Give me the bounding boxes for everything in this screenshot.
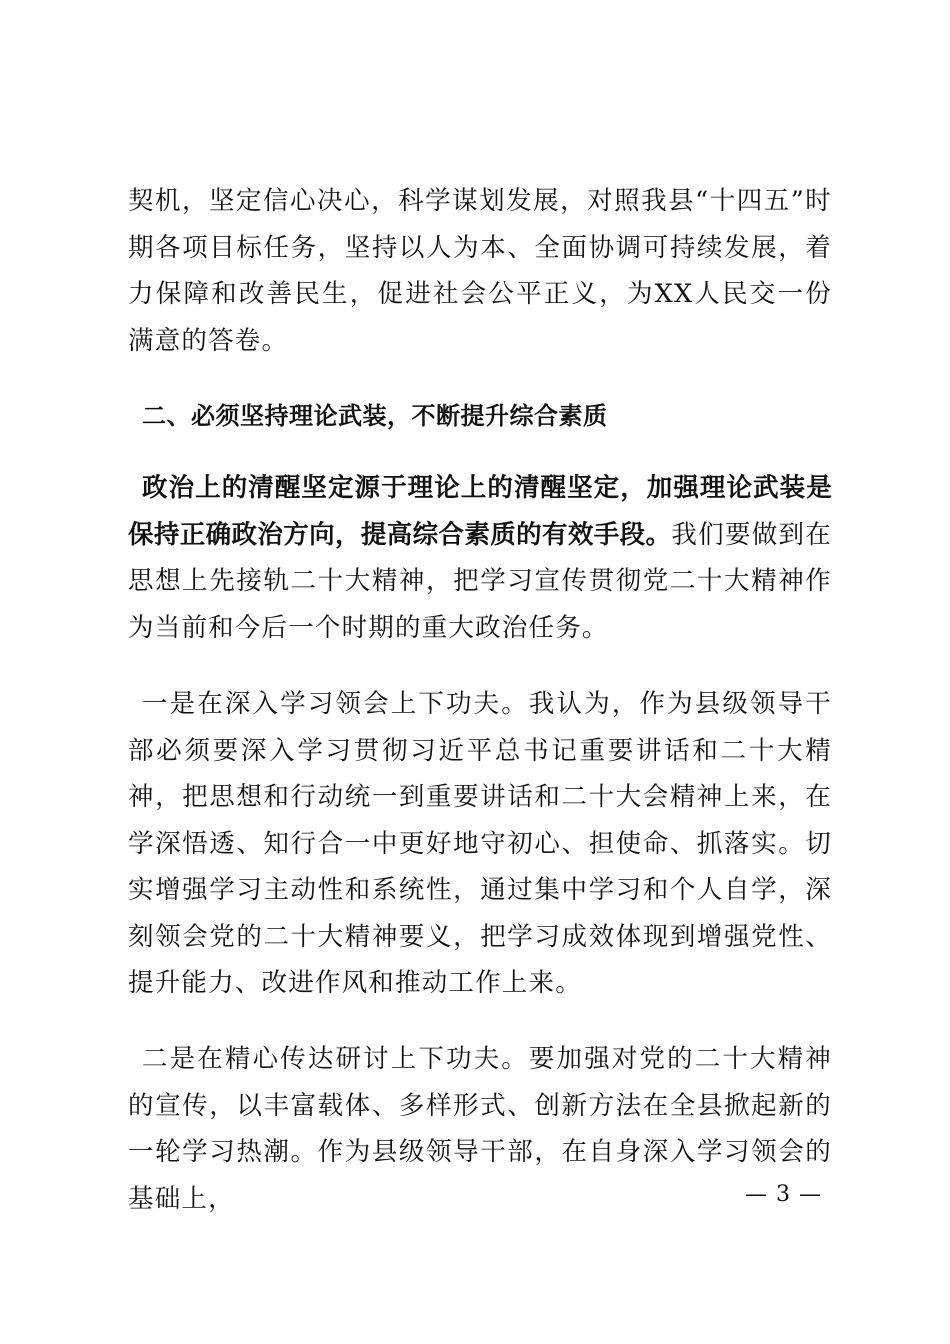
- section-heading: 二、必须坚持理论武装，不断提升综合素质: [142, 402, 608, 430]
- paragraph-conclusion: 契机，坚定信心决心，科学谋划发展，对照我县“十四五”时期各项目标任务，坚持以人为本、全面协调可持续发展，着力保障和改善民生，促进社会公平正义，为XX人民交一份满意的答卷。: [128, 186, 832, 356]
- paragraph-point-one: 一是在深入学习领会上下功夫。我认为，作为县级领导干部必须要深入学习贯彻习近平总书记重要讲话和二十大精神，把思想和行动统一到重要讲话和二十大会精神上来，在学深悟透、知行合一中更好地守初心、担使命、抓落实。切实增强学习主动性和系统性，通过集中学习和个人自学，深刻领会党的二十大精神要义，把学习成效体现到增强党性、提升能力、改进作风和推动工作上来。: [128, 689, 832, 998]
- page-number: — 3 —: [745, 1182, 822, 1207]
- paragraph-point-two: 二是在精心传达研讨上下功夫。要加强对党的二十大精神的宣传，以丰富载体、多样形式、创新方法在全县掀起新的一轮学习热潮。作为县级领导干部，在自身深入学习领会的基础上，: [128, 1044, 832, 1214]
- paragraph-body-text: 我们要做到在思想上先接轨二十大精神，把学习宣传贯彻党二十大精神作为当前和今后一个时期的重大政治任务。: [128, 519, 832, 643]
- paragraph-bold-lead: 政治上的清醒坚定源于理论上的清醒坚定，加强理论武装是保持正确政治方向，提高综合素质的有效手段。: [128, 473, 832, 550]
- paragraph-theory-intro: [128, 465, 832, 651]
